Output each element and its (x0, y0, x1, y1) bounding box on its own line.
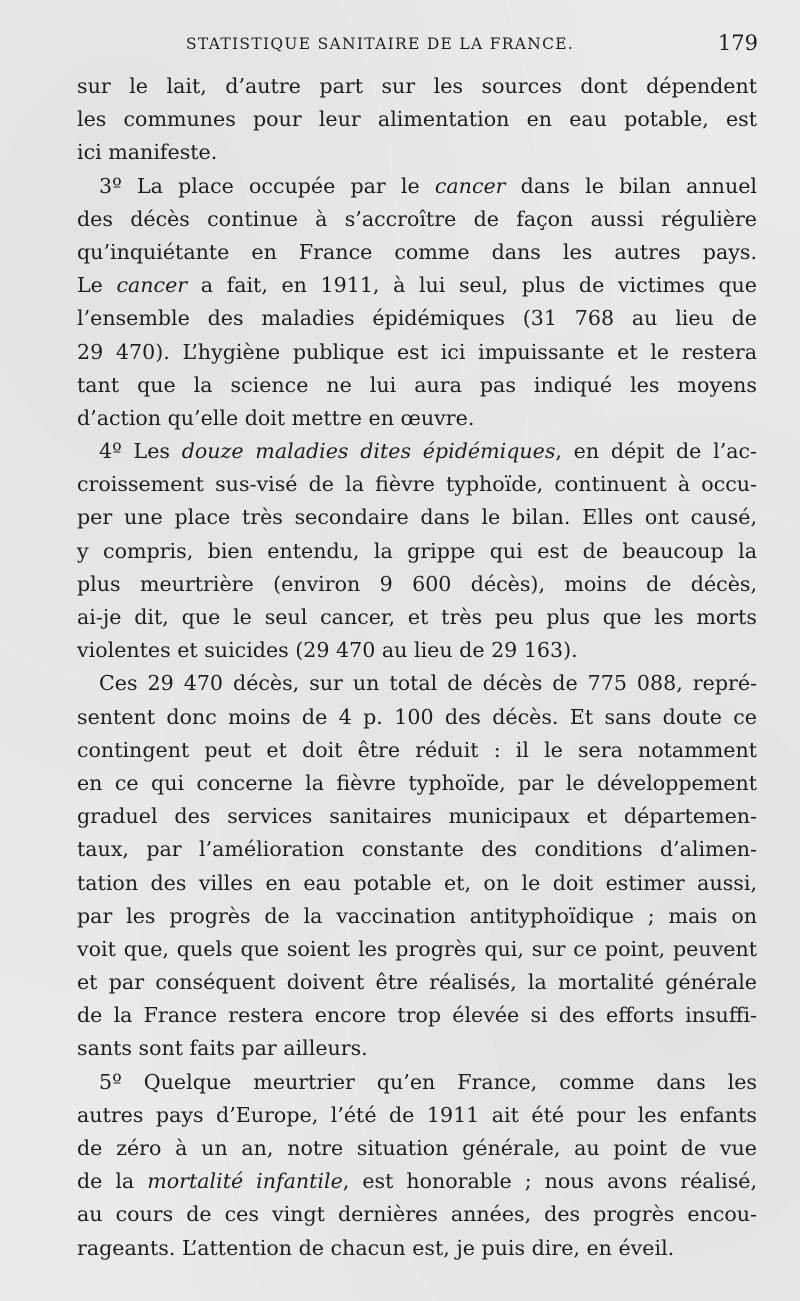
text-line (77, 933, 757, 966)
text-line (77, 170, 757, 203)
text-line (77, 800, 757, 833)
text-segment: violentes et suicides (29 470 au lieu de 29 163). (77, 638, 578, 663)
text-segment: y compris, bien entendu, la grippe qui est de beaucoup la (77, 538, 757, 563)
text-segment: 29 470). L’hygiène publique est ici impuissante et le restera (77, 339, 757, 364)
text-line (77, 601, 757, 634)
text-line (77, 966, 757, 999)
text-line (77, 767, 757, 800)
text-line (77, 1132, 757, 1165)
text-segment: de zéro à un an, notre situation générale, au point de vue (77, 1136, 757, 1160)
text-line (77, 369, 757, 402)
text-line (77, 302, 757, 335)
text-segment: l’ensemble des maladies épidémiques (31 768 au lieu de (77, 306, 757, 331)
text-segment: plus meurtrière (environ 9 600 décès), moins de décès, (77, 571, 757, 596)
text-line (77, 568, 757, 601)
body-text (77, 70, 757, 1265)
text-segment: 5º Quelque meurtrier qu’en France, comme dans les (99, 1069, 757, 1094)
text-segment: les communes pour leur alimentation en eau potable, est (77, 107, 757, 132)
text-segment: d’action qu’elle doit mettre en œuvre. (77, 405, 475, 430)
text-segment: de la France restera encore trop élevée si des efforts insuffi- (77, 1003, 757, 1028)
text-line (77, 999, 757, 1032)
text-segment: contingent peut et doit être réduit : il le sera notamment (77, 737, 757, 762)
text-segment: des décès continue à s’accroître de façon aussi régulière (77, 206, 757, 231)
text-line (77, 734, 757, 767)
text-segment: , est honorable ; nous avons réalisé, (342, 1169, 758, 1194)
text-segment: au cours de ces vingt dernières années, des progrès encou- (77, 1202, 757, 1227)
text-line (77, 535, 757, 568)
italic-text: cancer (434, 173, 506, 198)
text-segment: , en dépit de l’ac- (555, 439, 758, 464)
text-segment: taux, par l’amélioration constante des conditions d’alimen- (77, 837, 757, 862)
text-line (77, 501, 757, 534)
text-line (77, 701, 757, 734)
text-line (77, 1032, 757, 1065)
text-line (77, 900, 757, 933)
text-line (77, 402, 757, 435)
text-segment: per une place très secondaire dans le bilan. Elles ont causé, (77, 505, 757, 530)
text-segment: autres pays d’Europe, l’été de 1911 ait été pour les enfants (77, 1102, 757, 1127)
text-line (77, 203, 757, 236)
text-line (77, 634, 757, 667)
text-segment: qu’inquiétante en France comme dans les autres pays. (77, 239, 757, 264)
text-segment: sants sont faits par ailleurs. (77, 1036, 368, 1061)
text-segment: croissement sus-visé de la fièvre typhoïde, continuent à occu- (77, 472, 757, 497)
text-line (77, 867, 757, 900)
text-segment: tant que la science ne lui aura pas indiqué les moyens (77, 372, 757, 397)
text-line (77, 1165, 757, 1198)
text-line (77, 269, 757, 302)
text-line (77, 236, 757, 269)
text-segment: Le (77, 273, 117, 298)
text-segment: de la (77, 1169, 148, 1194)
text-segment: et par conséquent doivent être réalisés, la mortalité générale (77, 970, 757, 995)
text-segment: ai-je dit, que le seul cancer, et très peu plus que les morts (77, 605, 757, 629)
running-head (78, 31, 758, 61)
text-line (77, 1232, 757, 1265)
text-segment: graduel des services sanitaires municipaux et départemen- (77, 804, 757, 829)
text-segment: 4º Les (99, 439, 182, 464)
text-line (77, 1198, 757, 1231)
text-segment: par les progrès de la vaccination antityphoïdique ; mais on (77, 903, 757, 928)
text-line (77, 833, 757, 866)
page-number: 179 (717, 31, 758, 55)
text-line (77, 136, 757, 169)
text-line (77, 1066, 757, 1099)
text-segment: a fait, en 1911, à lui seul, plus de victimes que (187, 273, 757, 298)
text-segment: Ces 29 470 décès, sur un total de décès de 775 088, repré- (99, 671, 757, 696)
running-title: STATISTIQUE SANITAIRE DE LA FRANCE. (186, 35, 575, 53)
text-segment: 3º La place occupée par le (99, 173, 435, 198)
text-segment: sentent donc moins de 4 p. 100 des décès. Et sans doute ce (77, 704, 757, 729)
text-line (77, 336, 757, 369)
italic-text: cancer (116, 273, 188, 298)
text-line (77, 1099, 757, 1132)
text-segment: tation des villes en eau potable et, on le doit estimer aussi, (77, 870, 757, 895)
text-line (77, 468, 757, 501)
italic-text: mortalité infantile (147, 1169, 343, 1194)
text-segment: sur le lait, d’autre part sur les sources dont dépendent (77, 74, 757, 98)
text-segment: ici manifeste. (77, 140, 218, 165)
text-segment: dans le bilan annuel (505, 173, 757, 198)
text-segment: en ce qui concerne la fièvre typhoïde, par le développement (77, 770, 757, 795)
text-line (77, 667, 757, 700)
text-line (77, 435, 757, 468)
italic-text: douze maladies dites épidémiques (181, 439, 556, 464)
text-line (77, 70, 757, 103)
text-line (77, 103, 757, 136)
text-segment: voit que, quels que soient les progrès qui, sur ce point, peuvent (77, 936, 757, 961)
text-segment: rageants. L’attention de chacun est, je puis dire, en éveil. (77, 1235, 675, 1260)
